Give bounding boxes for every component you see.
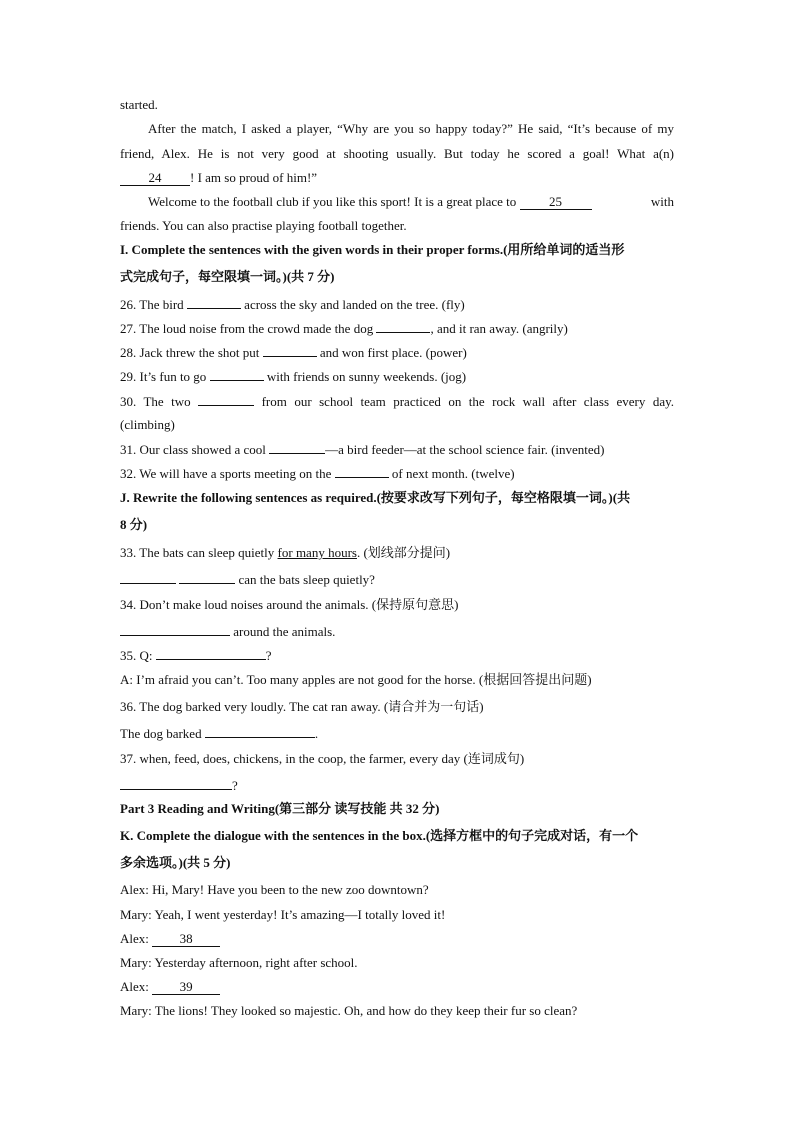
answer-blank-25[interactable]: 25: [520, 195, 592, 210]
question-30-cont: (climbing): [120, 417, 175, 432]
question-36-answer: The dog barked .: [120, 726, 319, 741]
question-35-answer: A: I’m afraid you can’t. Too many apples are not good for the horse. (根据回答提出问题): [120, 672, 592, 687]
section-i-heading: 式完成句子，每空限填一词。)(共 7 分): [120, 269, 335, 284]
passage-line: After the match, I asked a player, “Why are you so happy today?” He said, “It’s because of my: [148, 121, 674, 136]
question-29: 29. It’s fun to go with friends on sunny weekends. (jog): [120, 369, 467, 384]
passage-line: Welcome to the football club if you like this sport! It is a great place to 25 with: [148, 194, 674, 209]
answer-blank[interactable]: [263, 344, 317, 357]
answer-blank[interactable]: [120, 623, 230, 636]
question-33-answer: can the bats sleep quietly?: [120, 571, 674, 588]
question-33: 33. The bats can sleep quietly for many hours. (划线部分提问): [120, 545, 451, 560]
question-27: 27. The loud noise from the crowd made the dog , and it ran away. (angrily): [120, 321, 568, 336]
dialogue-line: Mary: Yesterday afternoon, right after school.: [120, 955, 358, 970]
part3-heading: Part 3 Reading and Writing(第三部分 读写技能 共 32 分): [120, 801, 440, 816]
question-32: 32. We will have a sports meeting on the of next month. (twelve): [120, 466, 515, 481]
answer-blank[interactable]: [156, 647, 266, 660]
answer-blank[interactable]: [120, 777, 232, 790]
dialogue-line: Alex: 39: [120, 979, 674, 995]
section-i-heading: I. Complete the sentences with the given words in their proper forms.(用所给单词的适当形: [120, 242, 625, 257]
question-31: 31. Our class showed a cool —a bird feeder—at the school science fair. (invented): [120, 442, 605, 457]
dialogue-line: Alex: 38: [120, 931, 674, 947]
answer-blank[interactable]: [187, 296, 241, 309]
answer-blank[interactable]: [269, 441, 325, 454]
dialogue-line: Mary: Yeah, I went yesterday! It’s amazing—I totally loved it!: [120, 907, 446, 922]
question-37-answer: ?: [120, 777, 674, 794]
passage-line: friend, Alex. He is not very good at shooting usually. But today he scored a goal! What a(n): [120, 146, 674, 161]
question-28: 28. Jack threw the shot put and won first place. (power): [120, 345, 467, 360]
dialogue-line: Alex: Hi, Mary! Have you been to the new zoo downtown?: [120, 882, 429, 897]
answer-blank[interactable]: [335, 465, 389, 478]
answer-blank-24[interactable]: 24: [120, 171, 190, 186]
answer-blank-39[interactable]: 39: [152, 980, 220, 995]
question-35: 35. Q: ?: [120, 648, 272, 663]
answer-blank[interactable]: [120, 571, 176, 584]
answer-blank[interactable]: [198, 393, 254, 406]
question-30: 30. The two from our school team practiced on the rock wall after class every day.: [120, 394, 675, 409]
passage-line: friends. You can also practise playing football together.: [120, 218, 407, 233]
dialogue-line: Mary: The lions! They looked so majestic. Oh, and how do they keep their fur so clean?: [120, 1003, 578, 1018]
answer-blank[interactable]: [376, 320, 430, 333]
question-34-answer: around the animals.: [120, 623, 674, 640]
answer-blank[interactable]: [210, 368, 264, 381]
section-k-heading: 多余选项。)(共 5 分): [120, 855, 231, 870]
answer-blank-38[interactable]: 38: [152, 932, 220, 947]
passage-line: 24 ! I am so proud of him!”: [120, 170, 674, 186]
question-34: 34. Don’t make loud noises around the animals. (保持原句意思): [120, 597, 459, 612]
section-k-heading: K. Complete the dialogue with the sentences in the box.(选择方框中的句子完成对话，有一个: [120, 828, 639, 843]
question-26: 26. The bird across the sky and landed on the tree. (fly): [120, 297, 465, 312]
answer-blank[interactable]: [179, 571, 235, 584]
answer-blank[interactable]: [205, 725, 315, 738]
question-37: 37. when, feed, does, chickens, in the coop, the farmer, every day (连词成句): [120, 751, 525, 766]
section-j-heading: 8 分): [120, 517, 148, 532]
question-36: 36. The dog barked very loudly. The cat ran away. (请合并为一句话): [120, 699, 484, 714]
passage-line: started.: [120, 97, 158, 112]
underlined-phrase: for many hours: [277, 545, 357, 560]
section-j-heading: J. Rewrite the following sentences as required.(按要求改写下列句子，每空格限填一词。)(共: [120, 490, 631, 505]
